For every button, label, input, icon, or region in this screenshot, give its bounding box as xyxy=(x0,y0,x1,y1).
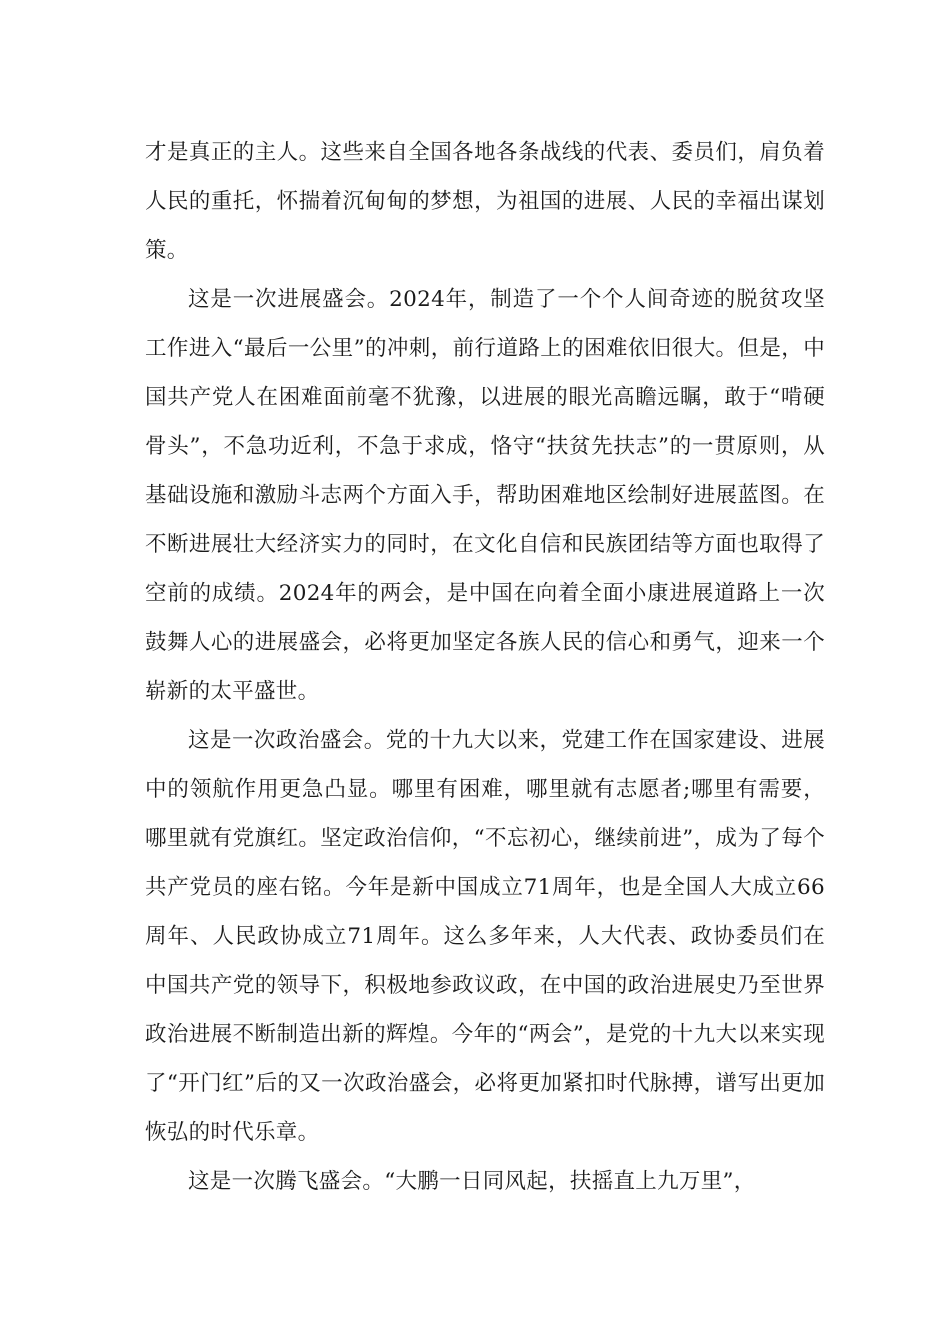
paragraph-continuation: 才是真正的主人。这些来自全国各地各条战线的代表、委员们，肩负着人民的重托，怀揣着沉甸甸的梦想，为祖国的进展、人民的幸福出谋划策。 xyxy=(145,140,825,263)
paragraph-development-meeting: 这是一次进展盛会。2024年，制造了一个个人间奇迹的脱贫攻坚工作进入“最后一公里”的冲刺，前行道路上的困难依旧很大。但是，中国共产党人在困难面前毫不犹豫，以进展的眼光高瞻远瞩，敢于“啃硬骨头”，不急功近利，不急于求成，恪守“扶贫先扶志”的一贯原则，从基础设施和激励斗志两个方面入手，帮助困难地区绘制好进展蓝图。在不断进展壮大经济实力的同时，在文化自信和民族团结等方面也取得了空前的成绩。2024年的两会，是中国在向着全面小康进展道路上一次鼓舞人心的进展盛会，必将更加坚定各族人民的信心和勇气，迎来一个崭新的太平盛世。 xyxy=(145,287,825,704)
paragraph-soaring-meeting: 这是一次腾飞盛会。“大鹏一日同风起，扶摇直上九万里”， xyxy=(188,1169,756,1194)
paragraph-political-meeting: 这是一次政治盛会。党的十九大以来，党建工作在国家建设、进展中的领航作用更急凸显。哪里有困难，哪里就有志愿者;哪里有需要，哪里就有党旗红。坚定政治信仰，“不忘初心，继续前进”，成为了每个共产党员的座右铭。今年是新中国成立71周年，也是全国人大成立66周年、人民政协成立71周年。这么多年来，人大代表、政协委员们在中国共产党的领导下，积极地参政议政，在中国的政治进展史乃至世界政治进展不断制造出新的辉煌。今年的“两会”，是党的十九大以来实现了“开门红”后的又一次政治盛会，必将更加紧扣时代脉搏，谱写出更加恢弘的时代乐章。 xyxy=(145,728,825,1145)
document-body xyxy=(145,128,825,1206)
